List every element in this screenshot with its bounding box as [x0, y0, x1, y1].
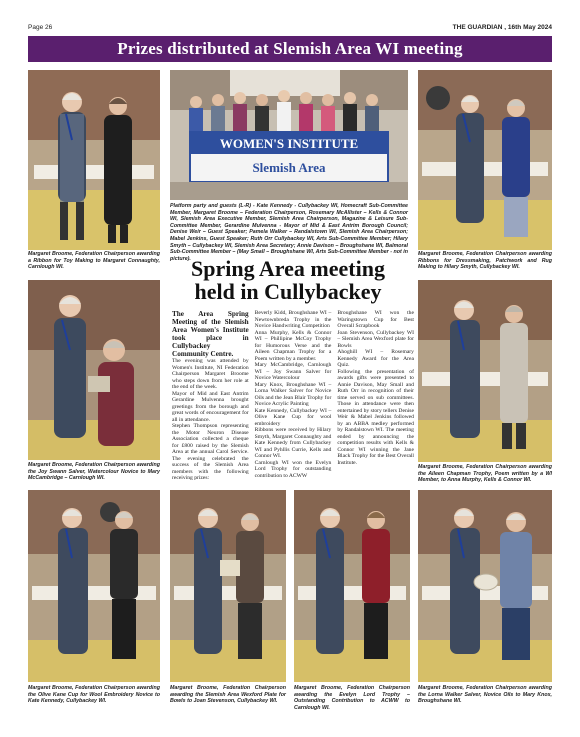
photo-bowls-plate: [170, 490, 286, 682]
photo-poem-trophy: [418, 280, 552, 462]
caption-platform-party: Platform party and guests (L-R) - Kate Kennedy - Cullybackey WI, Homecraft Sub-Committee Member, Margaret Broome – Federation Chairperson, Rosemary McAllister – Kells & Connor WI, Slemish Area Executive Member, Slemish Area Chairperson, Magazine & Leisure Sub-Committee Member, Gerardine Mulvenna - Mayor of Mid & East Antrim Borough Council; Denise Weir – Guest Speaker; Pamela Walker – Randalstown WI, Slemish Area Chairperson; Mabel Jenkins, Guest Speaker; Ruth Orr Cullybackey WI, Arts Sub-Committee Member; Hilary Smyth – Cullybackey WI, Slemish Area Secretary; Annie Davison – Broughshane WI, Balmoral Sub-Committee Member – (May Small – Broughshane WI, Arts Sub-Committee Member - not in picture).: [170, 203, 408, 262]
article-paragraph: Mary Knox, Broughshane WI – Lorna Walker Salver for Novice Oils and the Jean Blair Trophy for Novice Acrylic Painting: [254, 381, 332, 407]
caption-dressmaking: Margaret Broome, Federation Chairperson awarding Ribbons for Dressmaking, Patchwork and Rug Making to Hilary Smyth, Cullybackey WI.: [418, 251, 552, 271]
photo-wool-embroidery: [28, 490, 160, 682]
wi-banner-line1: WOMEN'S INSTITUTE: [219, 136, 359, 151]
photo-novice-oils: [418, 490, 552, 682]
article-paragraph: Joan Stevenson, Cullybackey WI – Slemish Area Wexford plate for Bowls: [337, 329, 414, 349]
article-lead: The Area Spring Meeting of the Slemish Area Women's Institute took place in Cullybackey Community Centre.: [172, 310, 249, 358]
caption-watercolour: Margaret Broome, Federation Chairperson awarding the Joy Swann Salver, Watercolour Novice to Mary McCambridge – Carnlough WI.: [28, 462, 160, 482]
article-paragraph: Following the presentation of awards gifts were presented to Annie Davison, May Small and Ruth Orr in recognition of their time served on sub committees. Those in attendance were then entertained by story tellers Denise Weir & Mabel Jenkins followed by an ABBA medley performed by Randalstown WI. The meeting ended by announcing the competition results with Kells & Connor WI winning the Jane Black Trophy for the Best Overall Institute.: [337, 368, 414, 466]
caption-novice-oils: Margaret Broome, Federation Chairperson awarding the Lorna Walker Salver, Novice Oils to Mary Knox, Broughshane WI.: [418, 685, 552, 705]
article-body: [172, 310, 414, 482]
photo-platform-party: [170, 70, 408, 200]
article-paragraph: Mary McCambridge, Carnlough WI – Joy Swann Salver for Novice Watercolour: [254, 362, 332, 381]
page-banner: Prizes distributed at Slemish Area WI meeting: [28, 36, 552, 62]
article-paragraph: Ribbons were received by Hilary Smyth, Margaret Connaughty and Kate Kennedy from Cullybackey WI and Pyhllis Currie, Kells and Connor WI.: [254, 427, 332, 459]
caption-poem-trophy: Margaret Broome, Federation Chairperson awarding the Aileen Chapman Trophy, Poem written by a WI Member, to Anna Murphy, Kells & Connor WI.: [418, 464, 552, 484]
article-paragraph: Carnlough WI won the Evelyn Lord Trophy for outstanding contribution to ACWW: [254, 459, 332, 479]
caption-bowls-plate: Margaret Broome, Federation Chairperson awarding the Slemish Area Wexford Plate for Bowls to Joan Stevenson, Cullybackey WI.: [170, 685, 286, 705]
article-headline: Spring Area meeting held in Cullybackey: [191, 256, 385, 304]
paper-date: THE GUARDIAN , 16th May 2024: [452, 24, 552, 31]
article-paragraph: Ahoghill WI – Rosemary Kennedy Award for the Area Quiz.: [337, 349, 414, 368]
photo-watercolour: [28, 280, 160, 460]
wi-banner-line2: Slemish Area: [252, 160, 326, 175]
photo-acww-trophy: [294, 490, 410, 682]
article-paragraph: Anna Murphy, Kells & Connor WI – Phillipine McCoy Trophy for Humorous Verse and the Aileen Chapman Trophy for a Poem written by a member.: [254, 329, 332, 362]
article-paragraph: Beverly Kidd, Broughshane WI – Newtownbreda Trophy in the Novice Handwriting Competition: [254, 310, 332, 329]
photo-toy-making: [28, 70, 160, 250]
caption-toy-making: Margaret Broome, Federation Chairperson awarding a Ribbon for Toy Making to Margaret Connaughty, Carnlough WI.: [28, 251, 160, 271]
article-paragraph: Stephen Thompson representing the Motor Neuron Disease Association collected a cheque for £800 raised by the Slemish Area at the annual Carol Service. The evening celebrated the success of the Slemish Area members with the following receiving prizes:: [172, 423, 249, 481]
article-paragraph: The evening was attended by Women's Institute, NI Federation Chairperson Margaret Broome who steps down from her role at the end of the week.: [172, 358, 249, 390]
photo-dressmaking: [418, 70, 552, 250]
folio: [28, 24, 552, 34]
caption-wool-embroidery: Margaret Broome, Federation Chairperson awarding the Olive Kane Cup for Wool Embroidery Novice to Kate Kennedy, Cullybackey WI.: [28, 685, 160, 705]
article-paragraph: Kate Kennedy, Cullybackey WI – Olive Kane Cup for wool embroidery: [254, 407, 332, 427]
article-paragraph: Mayor of Mid and East Antrim Gerardine Mulvenna brought greetings from the borough and great words of encouragement for all in attendance.: [172, 390, 249, 423]
page-number: Page 26: [28, 24, 53, 31]
caption-acww-trophy: Margaret Broome, Federation Chairperson awarding the Evelyn Lord Trophy – Outstanding Contribution to ACWW to Carnlough WI.: [294, 685, 410, 711]
article-paragraph: Broughshane WI won the Waringstown Cup for Best Overall Scrapbook: [337, 310, 414, 329]
